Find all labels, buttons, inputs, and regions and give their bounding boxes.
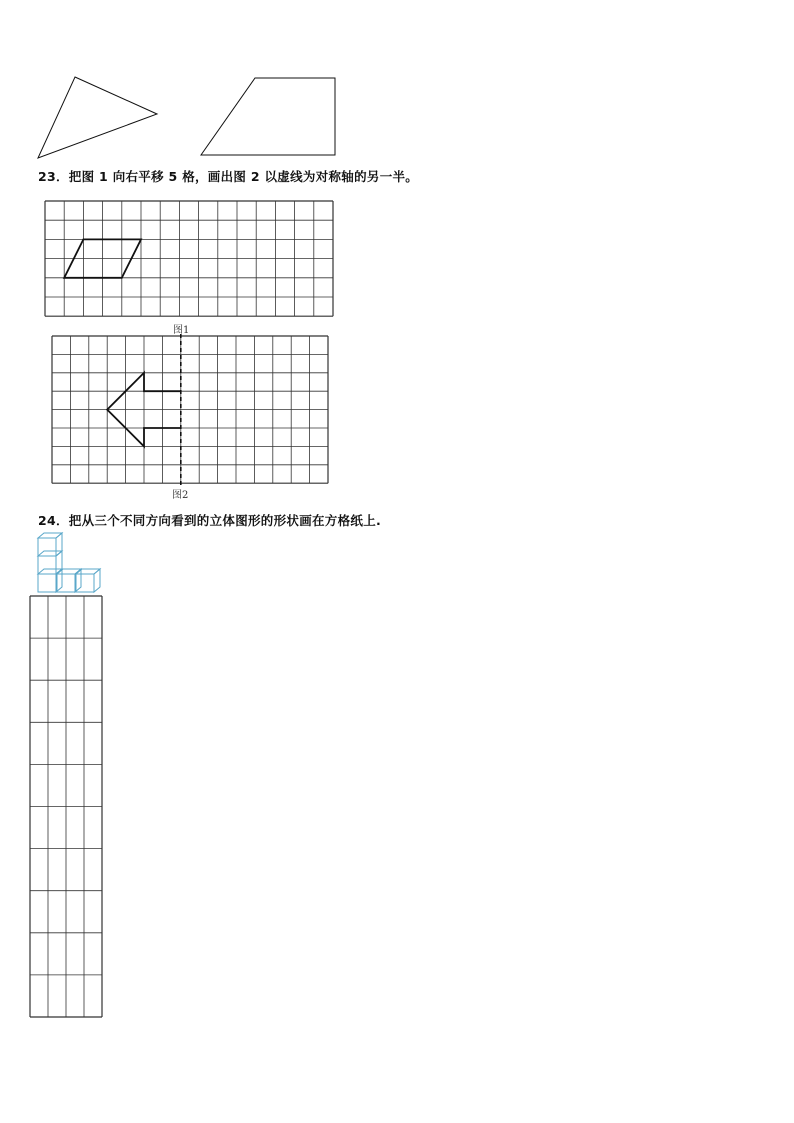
question-23-number: 23．: [38, 169, 69, 184]
question-23-text: 把图 1 向右平移 5 格，画出图 2 以虚线为对称轴的另一半。: [68, 169, 419, 184]
question-24-text: 把从三个不同方向看到的立体图形的形状画在方格纸上.: [68, 513, 382, 528]
figure-1-caption: 图1: [173, 325, 190, 336]
question-24-number: 24．: [38, 513, 69, 528]
figure-2-caption: 图2: [172, 490, 189, 501]
